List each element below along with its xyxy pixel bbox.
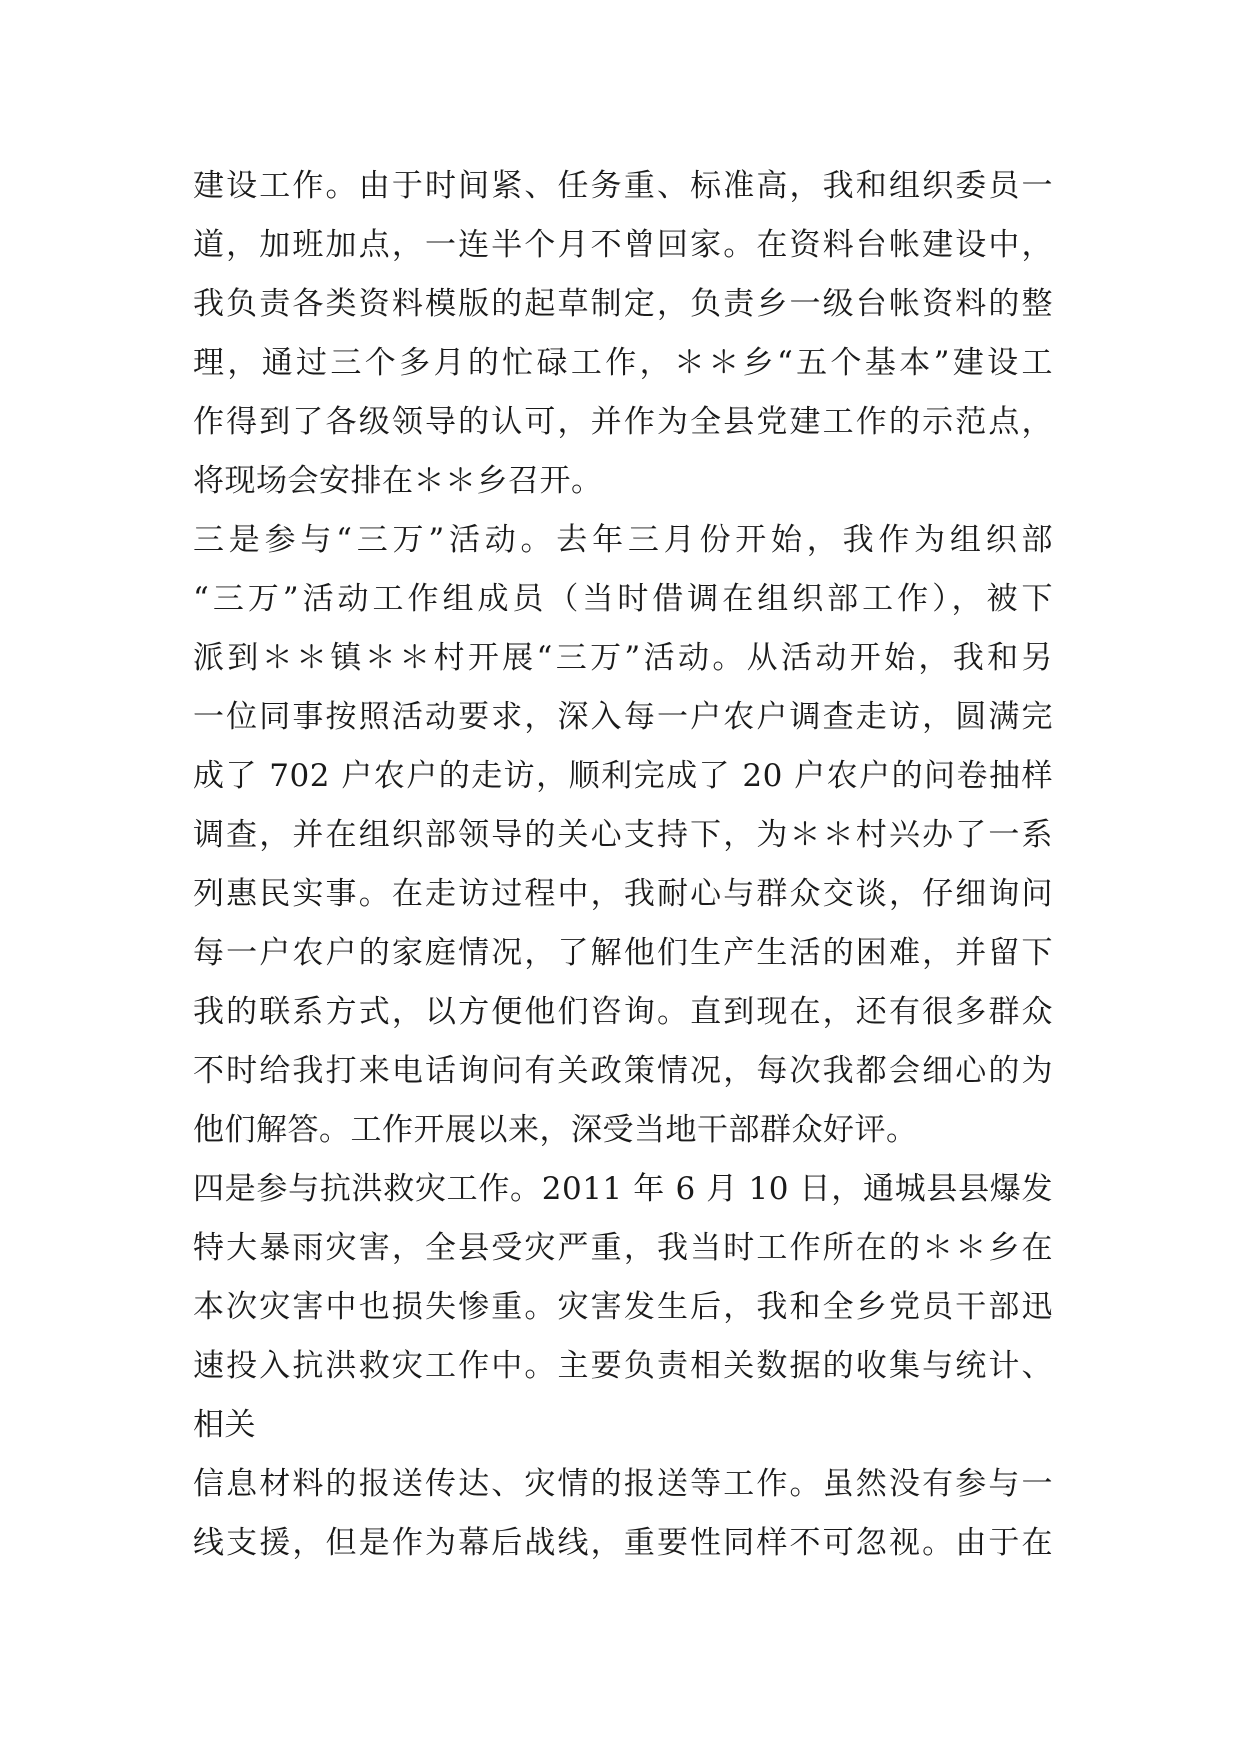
text-line: “三万”活动工作组成员（当时借调在组织部工作），被下 [193, 581, 1053, 617]
text-line: 相关 [193, 1407, 256, 1443]
text-line: 速投入抗洪救灾工作中。主要负责相关数据的收集与统计、 [193, 1348, 1053, 1384]
text-line: 一位同事按照活动要求，深入每一户农户调查走访，圆满完 [193, 699, 1053, 735]
text-line: 派到＊＊镇＊＊村开展“三万”活动。从活动开始，我和另 [193, 640, 1053, 676]
text-line: 将现场会安排在＊＊乡召开。 [193, 463, 603, 499]
text-line: 线支援，但是作为幕后战线，重要性同样不可忽视。由于在 [193, 1525, 1053, 1561]
text-line: 理，通过三个多月的忙碌工作，＊＊乡“五个基本”建设工 [193, 345, 1053, 381]
text-line: 四是参与抗洪救灾工作。2011 年 6 月 10 日，通城县县爆发 [193, 1171, 1053, 1207]
text-line: 我的联系方式，以方便他们咨询。直到现在，还有很多群众 [193, 994, 1053, 1030]
text-line: 我负责各类资料模版的起草制定，负责乡一级台帐资料的整 [193, 286, 1053, 322]
body-text [193, 157, 1053, 1573]
text-line: 他们解答。工作开展以来，深受当地干部群众好评。 [193, 1112, 918, 1148]
text-line: 成了 702 户农户的走访，顺利完成了 20 户农户的问卷抽样 [193, 758, 1053, 794]
text-line: 三是参与“三万”活动。去年三月份开始，我作为组织部 [193, 522, 1053, 558]
text-line: 建设工作。由于时间紧、任务重、标准高，我和组织委员一 [193, 168, 1053, 204]
text-line: 调查，并在组织部领导的关心支持下，为＊＊村兴办了一系 [193, 817, 1053, 853]
text-line: 本次灾害中也损失惨重。灾害发生后，我和全乡党员干部迅 [193, 1289, 1053, 1325]
text-line: 列惠民实事。在走访过程中，我耐心与群众交谈，仔细询问 [193, 876, 1053, 912]
text-line: 特大暴雨灾害，全县受灾严重，我当时工作所在的＊＊乡在 [193, 1230, 1053, 1266]
text-line: 不时给我打来电话询问有关政策情况，每次我都会细心的为 [193, 1053, 1053, 1089]
text-line: 每一户农户的家庭情况，了解他们生产生活的困难，并留下 [193, 935, 1053, 971]
text-line: 信息材料的报送传达、灾情的报送等工作。虽然没有参与一 [193, 1466, 1053, 1502]
text-line: 作得到了各级领导的认可，并作为全县党建工作的示范点， [193, 404, 1053, 440]
text-line: 道，加班加点，一连半个月不曾回家。在资料台帐建设中， [193, 227, 1053, 263]
